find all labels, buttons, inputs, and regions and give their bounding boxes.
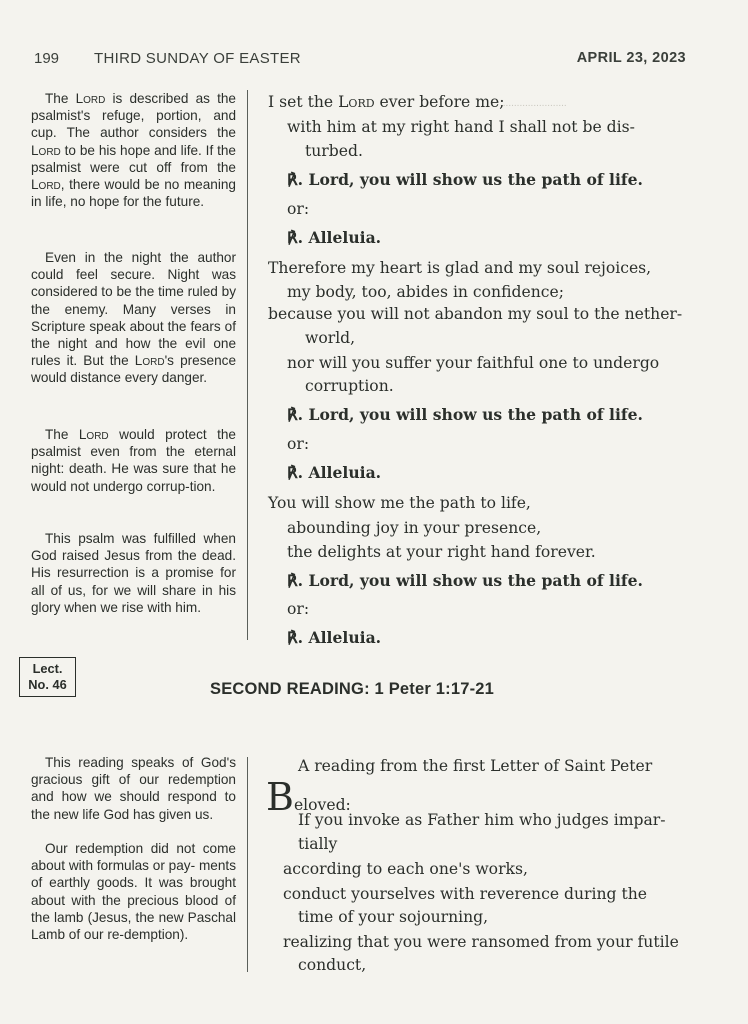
reading-line: time of your sojourning,: [298, 908, 489, 926]
response-line: ℟. Lord, you will show us the path of life.: [287, 405, 643, 424]
psalm-line: I set the Lord ever before me;: [268, 93, 505, 111]
opening-word-rest: eloved:: [293, 796, 351, 814]
psalm-or: or:: [287, 200, 310, 218]
psalm-line: with him at my right hand I shall not be dis-: [287, 118, 635, 136]
drop-cap: B: [266, 775, 294, 819]
reading-line: tially: [298, 835, 338, 853]
response-line: ℟. Alleluia.: [287, 228, 382, 247]
response-line: ℟. Lord, you will show us the path of life.: [287, 170, 643, 189]
psalm-line: abounding joy in your presence,: [287, 519, 542, 537]
reading-line: If you invoke as Father him who judges impar-: [298, 811, 666, 829]
reading-line: realizing that you were ransomed from your futile: [283, 933, 679, 951]
psalm-note-3: The Lord would protect the psalmist even from the eternal night: death. He was sure that he would not undergo corrup-tion.: [31, 427, 237, 494]
psalm-line: nor will you suffer your faithful one to undergo: [287, 354, 660, 372]
psalm-or: or:: [287, 600, 310, 618]
response-line: ℟. Alleluia.: [287, 463, 382, 482]
lect-number: No. 46: [28, 677, 67, 692]
psalm-note-4: This psalm was fulfilled when God raised Jesus from the dead. His resurrection is a promise for all of us, for we will share in his glory when we rise with him.: [31, 531, 237, 615]
psalm-line: You will show me the path to life,: [268, 494, 531, 512]
psalm-line: turbed.: [305, 142, 363, 160]
reading-intro: A reading from the first Letter of Saint Peter: [298, 757, 653, 775]
psalm-note-1: The Lord is described as the psalmist's refuge, portion, and cup. The author considers the Lord to be his hope and life. If the psalmist were cut off from the Lord, there would be no meaning in life, no hope for the future.: [31, 91, 236, 210]
psalm-note-2: Even in the night the author could feel secure. Night was considered to be the time ruled by the enemy. Many verses in Scripture speak about the fears of the night and how the evil one rules it. But the Lord's presence would distance every danger.: [31, 250, 237, 386]
psalm-line: my body, too, abides in confidence;: [287, 283, 564, 301]
reading-line: conduct,: [298, 956, 367, 974]
page-number: 199: [34, 50, 60, 67]
psalm-or: or:: [287, 435, 310, 453]
response-line: ℟. Alleluia.: [287, 628, 382, 647]
lectionary-number-box: [19, 657, 76, 697]
psalm-line: world,: [305, 329, 356, 347]
psalm-line: corruption.: [305, 377, 394, 395]
psalm-line: Therefore my heart is glad and my soul rejoices,: [268, 259, 652, 277]
reading-note-2: Our redemption did not come about with formulas or pay- ments of earthly goods. It was brought about with the precious blood of the lamb (Jesus, the new Paschal Lamb of our re-demption).: [31, 841, 237, 943]
reading-line: conduct yourselves with reverence during the: [283, 885, 648, 903]
running-title: THIRD SUNDAY OF EASTER: [94, 50, 301, 67]
lect-label: Lect.: [32, 661, 63, 676]
reading-note-1: This reading speaks of God's gracious gift of our redemption and how we should respond to the new life God has given us.: [31, 755, 236, 822]
response-line: ℟. Lord, you will show us the path of life.: [287, 571, 643, 590]
psalm-line: the delights at your right hand forever.: [287, 543, 596, 561]
reading-title: SECOND READING: 1 Peter 1:17-21: [210, 680, 495, 698]
column-divider: [247, 757, 248, 972]
psalm-line: because you will not abandon my soul to the nether-: [268, 305, 683, 323]
date-header: APRIL 23, 2023: [576, 50, 686, 66]
column-divider: [247, 90, 248, 640]
reading-line: according to each one's works,: [283, 860, 528, 878]
